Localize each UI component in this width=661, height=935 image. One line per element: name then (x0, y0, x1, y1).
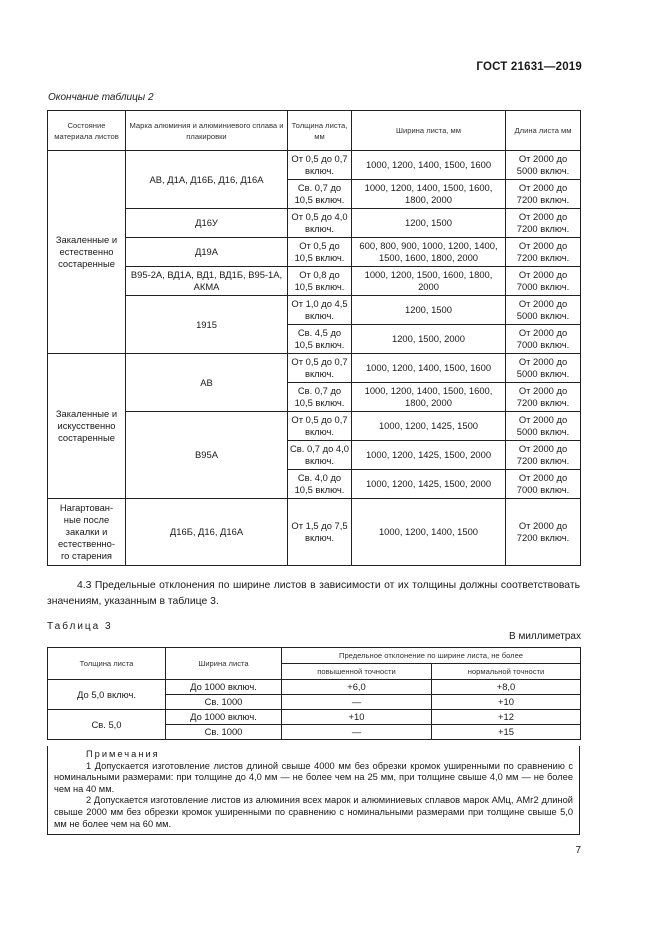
grade-cell: Д19А (126, 238, 288, 267)
thickness-cell: От 1,0 до 4,5 включ. (288, 296, 352, 325)
length-cell: От 2000 до 7200 включ. (506, 180, 581, 209)
table-caption: Окончание таблицы 2 (48, 92, 154, 103)
length-cell: От 2000 до 7200 включ. (506, 383, 581, 412)
thickness-cell: До 5,0 включ. (48, 680, 166, 710)
notes-title: Примечания (86, 749, 160, 759)
grade-cell: Д16У (126, 209, 288, 238)
column-header: повышенной точности (282, 664, 432, 680)
width-cell: 1200, 1500, 2000 (352, 325, 506, 354)
thickness-cell: От 1,5 до 7,5 включ. (288, 499, 352, 566)
increased-cell: +6,0 (282, 680, 432, 695)
length-cell: От 2000 до 7000 включ. (506, 267, 581, 296)
thickness-cell: От 0,5 до 4,0 включ. (288, 209, 352, 238)
width-cell: До 1000 включ. (166, 710, 282, 725)
table-row (48, 209, 581, 238)
width-cell: 1000, 1200, 1425, 1500 (352, 412, 506, 441)
normal-cell: +12 (432, 710, 581, 725)
units-label: В миллиметрах (509, 631, 581, 642)
thickness-cell: От 0,5 до 10,5 включ. (288, 238, 352, 267)
thickness-cell: Св. 4,5 до 10,5 включ. (288, 325, 352, 354)
grade-cell: В95А (126, 412, 288, 499)
state-line: искусственно (57, 420, 116, 431)
width-cell: 1000, 1200, 1400, 1500, 1600 (352, 354, 506, 383)
table-notes (47, 746, 580, 835)
table-header-row (48, 648, 581, 664)
state-cell (48, 499, 126, 566)
column-header: Предельное отклонение по ширине листа, не более (282, 648, 581, 664)
increased-cell: +10 (282, 710, 432, 725)
width-cell: 1000, 1200, 1400, 1500, 1600 (352, 151, 506, 180)
length-cell: От 2000 до 7000 включ. (506, 470, 581, 499)
table-row (48, 412, 581, 441)
width-cell: 1000, 1200, 1400, 1500 (352, 499, 506, 566)
state-line: закалки и (65, 526, 108, 537)
length-cell: От 2000 до 5000 включ. (506, 354, 581, 383)
width-cell: 1000, 1200, 1425, 1500, 2000 (352, 470, 506, 499)
table-row (48, 238, 581, 267)
thickness-cell: От 0,5 до 0,7 включ. (288, 354, 352, 383)
grade-cell: 1915 (126, 296, 288, 354)
width-cell: 1000, 1200, 1400, 1500, 1600, 1800, 2000 (352, 383, 506, 412)
thickness-cell: Св. 5,0 (48, 710, 166, 740)
width-cell: 1200, 1500 (352, 296, 506, 325)
state-line: Закаленные и (55, 234, 118, 245)
thickness-cell: Св. 4,0 до 10,5 включ. (288, 470, 352, 499)
length-cell: От 2000 до 7200 включ. (506, 499, 581, 566)
table-3-caption: Таблица 3 (47, 621, 113, 632)
increased-cell: — (282, 695, 432, 710)
length-cell: От 2000 до 5000 включ. (506, 296, 581, 325)
state-line: состаренные (58, 258, 115, 269)
width-cell: До 1000 включ. (166, 680, 282, 695)
table-row (48, 680, 581, 695)
table-row (48, 354, 581, 383)
paragraph-4-3: 4.3 Предельные отклонения по ширине листов в зависимости от их толщины должны соответствовать значениям, указанным в таблице 3. (47, 580, 580, 607)
note-2: 2 Допускается изготовление листов из алюминия всех марок и алюминиевых сплавов марок АМц, АМг2 длиной свыше 2000 мм без обрезки кромок уширенными по сравнению с номинальными размерами при толщине свыше 5,0 мм не более чем на 60 мм. (54, 795, 573, 829)
thickness-cell: Св. 0,7 до 10,5 включ. (288, 383, 352, 412)
state-line: состаренные (58, 432, 115, 443)
thickness-cell: От 0,8 до 10,5 включ. (288, 267, 352, 296)
width-cell: 600, 800, 900, 1000, 1200, 1400, 1500, 1600, 1800, 2000 (352, 238, 506, 267)
column-header: Ширина листа, мм (352, 111, 506, 151)
length-cell: От 2000 до 7200 включ. (506, 209, 581, 238)
state-line: Закаленные и (55, 408, 118, 419)
width-cell: 1200, 1500 (352, 209, 506, 238)
grade-cell: Д16Б, Д16, Д16А (126, 499, 288, 566)
normal-cell: +10 (432, 695, 581, 710)
document-header: ГОСТ 21631—2019 (476, 61, 582, 73)
state-line: Нагартован- (59, 502, 114, 513)
thickness-cell: Св. 0,7 до 10,5 включ. (288, 180, 352, 209)
column-header: Ширина листа (166, 648, 282, 680)
column-header: Марка алюминия и алюминиевого сплава и плакировки (126, 111, 288, 151)
grade-cell: АВ (126, 354, 288, 412)
table-row (48, 151, 581, 180)
state-line: го старения (60, 550, 113, 561)
thickness-cell: От 0,5 до 0,7 включ. (288, 151, 352, 180)
length-cell: От 2000 до 5000 включ. (506, 151, 581, 180)
note-1: 1 Допускается изготовление листов длиной свыше 4000 мм без обрезки кромок уширенными по сравнению с номинальными размерами: при толщине до 4,0 мм — не более чем на 25 мм, при толщине свыше 4,0 мм — не более чем на 40 мм. (54, 760, 573, 794)
length-cell: От 2000 до 5000 включ. (506, 412, 581, 441)
state-cell (48, 354, 126, 499)
width-cell: Св. 1000 (166, 725, 282, 740)
column-header: Состояние материала листов (48, 111, 126, 151)
column-header: нормальной точности (432, 664, 581, 680)
table-header-row (48, 111, 581, 151)
thickness-cell: От 0,5 до 0,7 включ. (288, 412, 352, 441)
length-cell: От 2000 до 7200 включ. (506, 441, 581, 470)
grade-cell: В95-2А, ВД1А, ВД1, ВД1Б, В95-1А, АКМА (126, 267, 288, 296)
length-cell: От 2000 до 7000 включ. (506, 325, 581, 354)
table-row (48, 296, 581, 325)
thickness-cell: Св. 0,7 до 4,0 включ. (288, 441, 352, 470)
state-line: естественно- (57, 538, 116, 549)
page-number: 7 (575, 845, 581, 856)
table-row (48, 710, 581, 725)
column-header: Длина листа мм (506, 111, 581, 151)
table-row (48, 499, 581, 566)
column-header: Толщина листа, мм (288, 111, 352, 151)
normal-cell: +15 (432, 725, 581, 740)
table-row (48, 267, 581, 296)
state-line: естественно (59, 246, 114, 257)
length-cell: От 2000 до 7200 включ. (506, 238, 581, 267)
grade-cell: АВ, Д1А, Д16Б, Д16, Д16А (126, 151, 288, 209)
state-line: ные после (63, 514, 110, 525)
width-cell: 1000, 1200, 1425, 1500, 2000 (352, 441, 506, 470)
width-cell: 1000, 1200, 1500, 1600, 1800, 2000 (352, 267, 506, 296)
column-header: Толщина листа (48, 648, 166, 680)
state-cell (48, 151, 126, 354)
table-2 (47, 110, 581, 566)
width-cell: Св. 1000 (166, 695, 282, 710)
increased-cell: — (282, 725, 432, 740)
table-3 (47, 647, 581, 740)
normal-cell: +8,0 (432, 680, 581, 695)
width-cell: 1000, 1200, 1400, 1500, 1600, 1800, 2000 (352, 180, 506, 209)
